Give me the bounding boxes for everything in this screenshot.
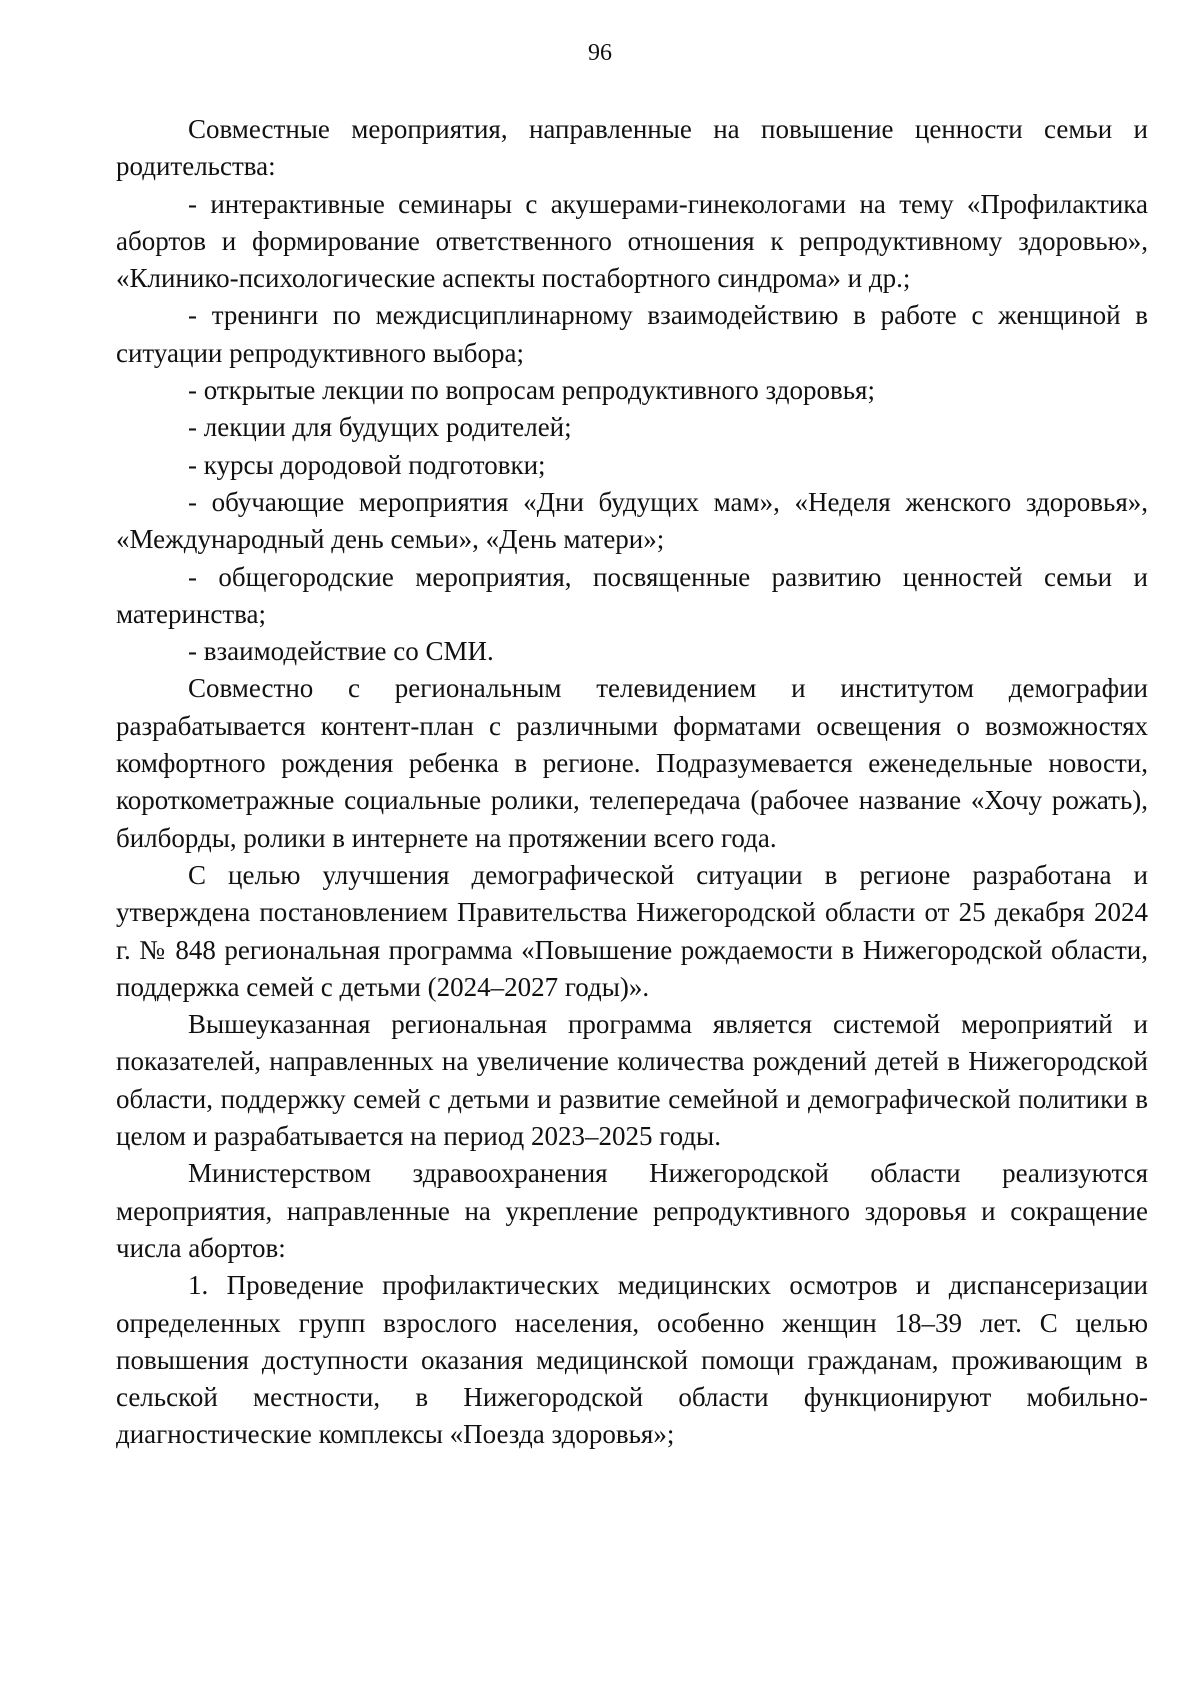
paragraph-intro: Совместные мероприятия, направленные на повышение ценности семьи и родительства: (116, 114, 1148, 182)
list-item-educational-events: - обучающие мероприятия «Дни будущих мам», «Неделя женского здоровья», «Международный день семьи», «День матери»; (116, 486, 1148, 555)
list-item-seminars: - интерактивные семинары с акушерами-гинекологами на тему «Профилактика абортов и формирование ответственного отношения к репродуктивному здоровью», «Клинико-психологические аспекты постабортного синдрома» и др.; (116, 188, 1148, 294)
paragraph-regional-program: С целью улучшения демографической ситуации в регионе разработана и утверждена постановлением Правительства Нижегородской области от 25 декабря 2024 г. № 848 региональная программа «Повышение рождаемости в Нижегородской области, поддержка семей с детьми (2024–2027 годы)». (116, 859, 1148, 1002)
list-item-city-events: - общегородские мероприятия, посвященные развитию ценностей семьи и материнства; (116, 561, 1148, 629)
list-item-prenatal-courses: - курсы дородовой подготовки; (188, 449, 546, 480)
list-item-open-lectures: - открытые лекции по вопросам репродуктивного здоровья; (188, 375, 875, 406)
list-item-parent-lectures: - лекции для будущих родителей; (188, 412, 572, 443)
paragraph-program-description: Вышеуказанная региональная программа является системой мероприятий и показателей, направленных на увеличение количества рождений детей в Нижегородской области, поддержку семей с детьми и развитие семейной и демографической политики в целом и разрабатывается на период 2023–2025 годы. (116, 1009, 1148, 1152)
document-body (116, 111, 1148, 1454)
list-item-trainings: - тренинги по междисциплинарному взаимодействию в работе с женщиной в ситуации репродуктивного выбора; (116, 300, 1148, 368)
paragraph-content-plan: Совместно с региональным телевидением и институтом демографии разрабатывается контент-план с различными форматами освещения о возможностях комфортного рождения ребенка в регионе. Подразумевается еженедельные новости, короткометражные социальные ролики, телепередача (рабочее название «Хочу рожать), билборды, ролики в интернете на протяжении всего года. (116, 673, 1148, 853)
list-item-media: - взаимодействие со СМИ. (188, 636, 494, 667)
paragraph-ministry-measures: Министерством здравоохранения Нижегородской области реализуются мероприятия, направленные на укрепление репродуктивного здоровья и сокращение числа абортов: (116, 1158, 1148, 1263)
page-number: 96 (588, 40, 612, 66)
list-item-medical-checkups: 1. Проведение профилактических медицинских осмотров и диспансеризации определенных групп взрослого населения, особенно женщин 18–39 лет. С целью повышения доступности оказания медицинской помощи гражданам, проживающим в сельской местности, в Нижегородской области функционируют мобильно-диагностические комплексы «Поезда здоровья»; (116, 1270, 1148, 1450)
